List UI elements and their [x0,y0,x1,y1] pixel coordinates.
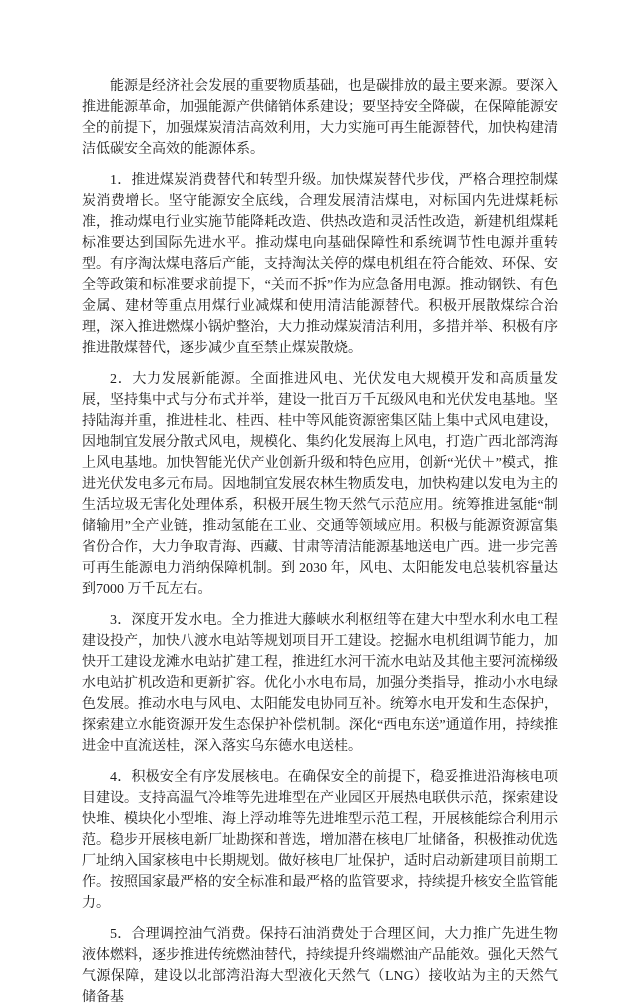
paragraph-intro: 能源是经济社会发展的重要物质基础，也是碳排放的最主要来源。要深入推进能源革命，加强能源产供储销体系建设；要坚持安全降碳，在保障能源安全的前提下，加强煤炭清洁高效利用，大力实施可再生能源替代，加快构建清洁低碳安全高效的能源体系。 [82,79,558,157]
paragraph-item-3-hydropower: 3．深度开发水电。全力推进大藤峡水利枢纽等在建大中型水利水电工程建设投产，加快八渡水电站等规划项目开工建设。挖掘水电机组调节能力，加快开工建设龙滩水电站扩建工程，推进红水河干流水电站及其他主要河流梯级水电站扩机改造和更新扩容。优化小水电布局，加强分类指导，推动小水电绿色发展。推动水电与风电、太阳能发电协同互补。统筹水电开发和生态保护，探索建立水能资源开发生态保护补偿机制。深化“西电东送”通道作用，持续推进金中直流送桂，深入落实乌东德水电送桂。 [82,613,558,754]
document-body [82,76,558,1008]
paragraph-item-5-oil-gas: 5．合理调控油气消费。保持石油消费处于合理区间，大力推广先进生物液体燃料，逐步推进传统燃油替代，持续提升终端燃油产品能效。强化天然气气源保障，建设以北部湾沿海大型液化天然气（LNG）接收站为主的天然气储备基 [82,927,558,1005]
paragraph-item-2-new-energy: 2．大力发展新能源。全面推进风电、光伏发电大规模开发和高质量发展，坚持集中式与分布式并举，建设一批百万千瓦级风电和光伏发电基地。坚持陆海并重，推进桂北、桂西、桂中等风能资源密集区陆上集中式风电建设，因地制宜发展分散式风电，规模化、集约化发展海上风电，打造广西北部湾海上风电基地。加快智能光伏产业创新升级和特色应用，创新“光伏＋”模式，推进光伏发电多元布局。因地制宜发展农林生物质发电，加快构建以发电为主的生活垃圾无害化处理体系，积极开展生物天然气示范应用。统筹推进氢能“制储输用”全产业链，推动氢能在工业、交通等领域应用。积极与能源资源富集省份合作，大力争取青海、西藏、甘肃等清洁能源基地送电广西。进一步完善可再生能源电力消纳保障机制。到 2030 年，风电、太阳能发电总装机容量达到7000 万千瓦左右。 [82,372,558,597]
paragraph-item-1-coal-substitution: 1．推进煤炭消费替代和转型升级。加快煤炭替代步伐，严格合理控制煤炭消费增长。坚守能源安全底线，合理发展清洁煤电，对标国内先进煤耗标准，推动煤电行业实施节能降耗改造、供热改造和灵活性改造，新建机组煤耗标准要达到国际先进水平。推动煤电向基础保障性和系统调节性电源并重转型。有序淘汰煤电落后产能，支持淘汰关停的煤电机组在符合能效、环保、安全等政策和标准要求前提下，“关而不拆”作为应急备用电源。推动钢铁、有色金属、建材等重点用煤行业减煤和使用清洁能源替代。积极开展散煤综合治理，深入推进燃煤小锅炉整治，大力推动煤炭清洁利用，多措并举、积极有序推进散煤替代，逐步减少直至禁止煤炭散烧。 [82,173,558,356]
paragraph-item-4-nuclear: 4．积极安全有序发展核电。在确保安全的前提下，稳妥推进沿海核电项目建设。支持高温气冷堆等先进堆型在产业园区开展热电联供示范，探索建设快堆、模块化小型堆、海上浮动堆等先进堆型示范工程，开展核能综合利用示范。稳步开展核电新厂址勘探和普选，增加潜在核电厂址储备，积极推动优选厂址纳入国家核电中长期规划。做好核电厂址保护，适时启动新建项目前期工作。按照国家最严格的安全标准和最严格的监管要求，持续提升核安全监管能力。 [82,770,558,911]
